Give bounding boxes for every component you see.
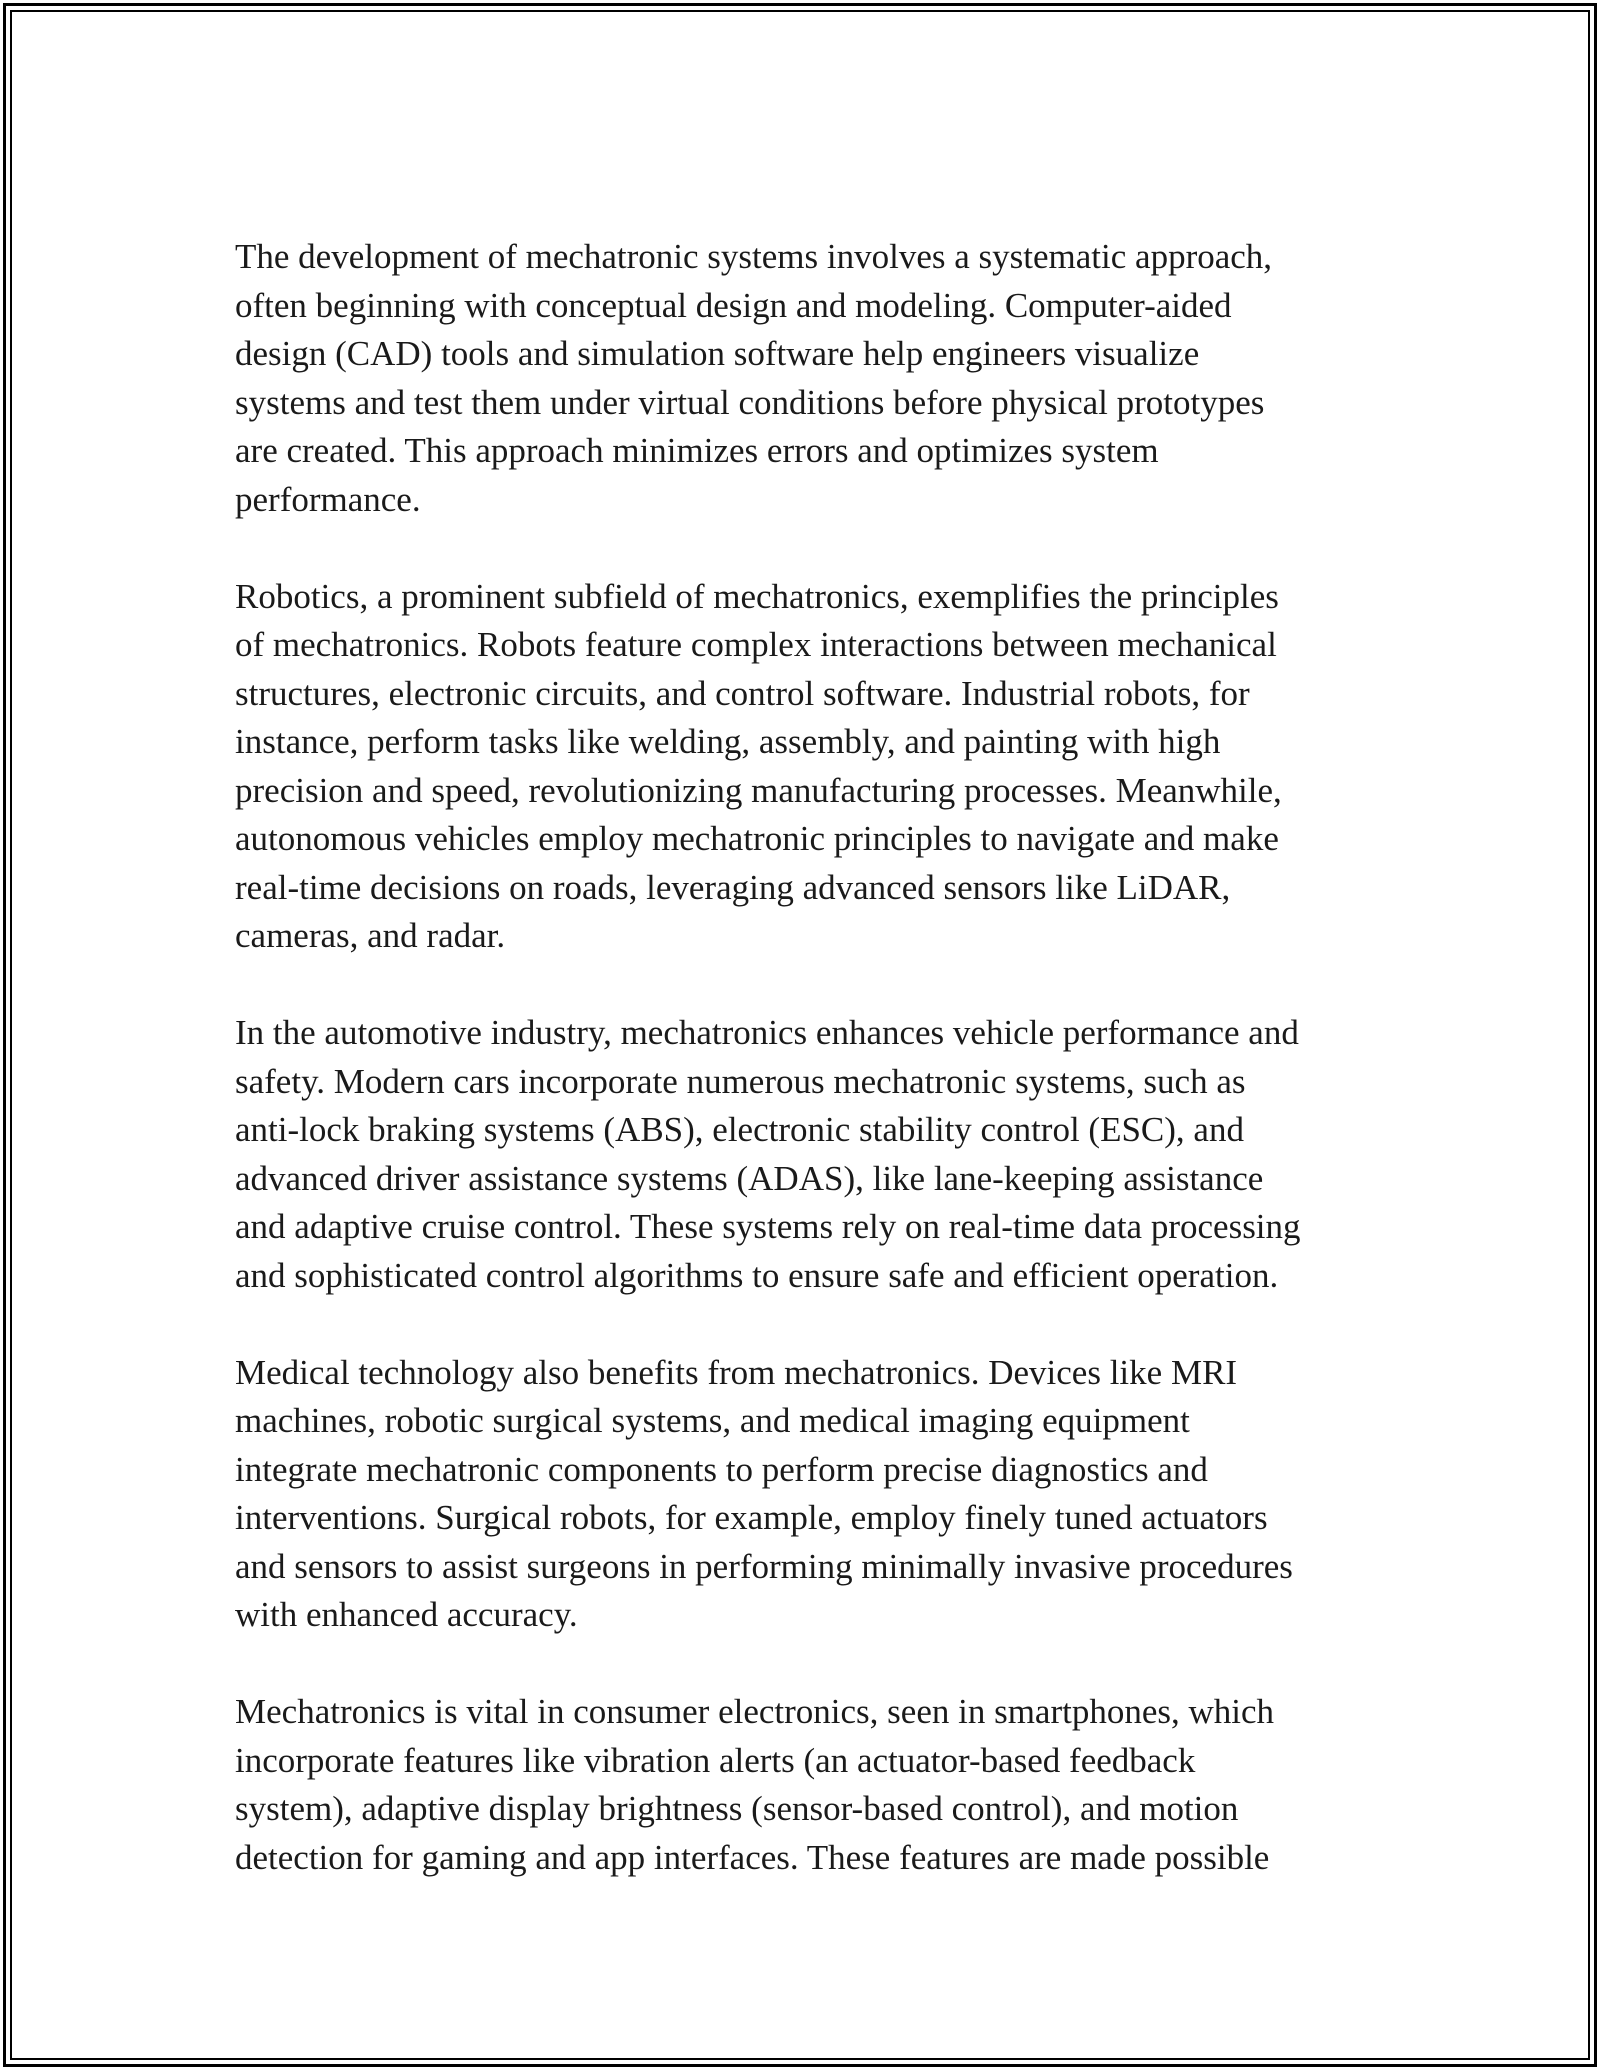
text-line: systems and test them under virtual conditions before physical prototypes [235, 382, 1265, 422]
text-line: with enhanced accuracy. [235, 1595, 578, 1634]
text-line: integrate mechatronic components to perform precise diagnostics and [235, 1449, 1208, 1489]
text-line: Medical technology also benefits from mechatronics. Devices like MRI [235, 1352, 1238, 1392]
text-line: incorporate features like vibration alerts (an actuator-based feedback [235, 1740, 1196, 1780]
text-line: are created. This approach minimizes errors and optimizes system [235, 431, 1159, 470]
text-line: safety. Modern cars incorporate numerous mechatronic systems, such as [235, 1061, 1246, 1101]
text-line: and sensors to assist surgeons in performing minimally invasive procedures [235, 1546, 1293, 1586]
text-line: cameras, and radar. [235, 916, 506, 955]
text-line: In the automotive industry, mechatronics enhances vehicle performance and [235, 1013, 1299, 1052]
text-line: and sophisticated control algorithms to ensure safe and efficient operation. [235, 1255, 1279, 1295]
text-line: design (CAD) tools and simulation software help engineers visualize [235, 334, 1200, 373]
paragraph-robotics [235, 573, 1365, 961]
text-line: advanced driver assistance systems (ADAS), like lane-keeping assistance [235, 1158, 1264, 1198]
paragraph-automotive [235, 1009, 1365, 1300]
document-body [235, 233, 1365, 1931]
text-line: The development of mechatronic systems involves a systematic approach, [235, 237, 1273, 276]
text-line: real-time decisions on roads, leveraging advanced sensors like LiDAR, [235, 867, 1231, 907]
paragraph-medical [235, 1349, 1365, 1640]
text-line: precision and speed, revolutionizing manufacturing processes. Meanwhile, [235, 770, 1282, 810]
text-line: instance, perform tasks like welding, assembly, and painting with high [235, 722, 1221, 761]
text-line: of mechatronics. Robots feature complex interactions between mechanical [235, 625, 1277, 664]
text-line: interventions. Surgical robots, for example, employ finely tuned actuators [235, 1498, 1268, 1537]
text-line: machines, robotic surgical systems, and medical imaging equipment [235, 1401, 1190, 1440]
text-line: performance. [235, 479, 421, 519]
text-line: often beginning with conceptual design and modeling. Computer-aided [235, 285, 1232, 325]
text-line: Mechatronics is vital in consumer electronics, seen in smartphones, which [235, 1692, 1275, 1731]
text-line: Robotics, a prominent subfield of mechatronics, exemplifies the principles [235, 576, 1279, 616]
text-line: system), adaptive display brightness (sensor-based control), and motion [235, 1789, 1239, 1828]
text-line: autonomous vehicles employ mechatronic principles to navigate and make [235, 819, 1279, 858]
text-line: and adaptive cruise control. These systems rely on real-time data processing [235, 1207, 1301, 1246]
text-line: detection for gaming and app interfaces. These features are made possible [235, 1837, 1270, 1877]
paragraph-design-approach [235, 233, 1365, 524]
text-line: anti-lock braking systems (ABS), electronic stability control (ESC), and [235, 1110, 1244, 1149]
paragraph-consumer-electronics [235, 1688, 1365, 1882]
text-line: structures, electronic circuits, and control software. Industrial robots, for [235, 673, 1250, 713]
